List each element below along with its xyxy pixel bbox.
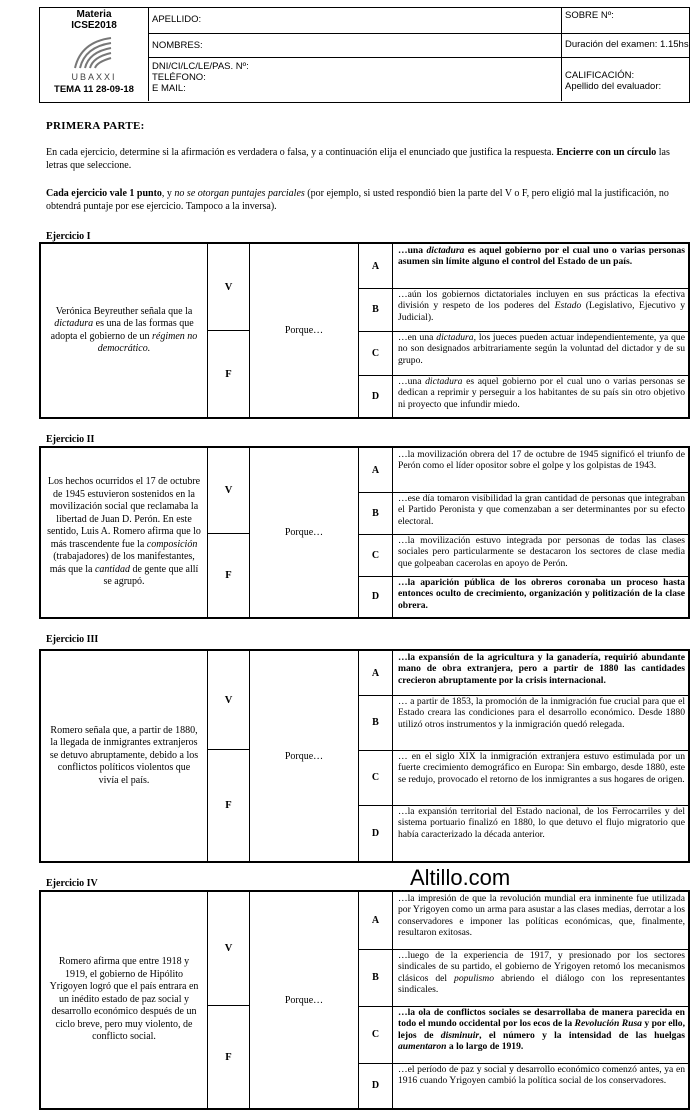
section-title: PRIMERA PARTE: xyxy=(46,120,145,132)
duracion-field xyxy=(561,34,689,58)
exercise-4-option-d-text: …el período de paz y social y desarrollo económico comenzó antes, ya en 1916 cuando Yrigoyen cambió la política social de los conservadores. xyxy=(398,1064,685,1087)
scoring-sep: , y xyxy=(161,188,175,199)
exercise-1-option-v[interactable]: V xyxy=(208,244,250,331)
scoring-text: (por ejemplo, si usted respondió bien la parte del V o F, pero eligió mal la justificación, no obtendrá puntaje por ese ejercicio. Tampoco a la inversa). xyxy=(46,188,669,212)
evaluador-label: Apellido del evaluador: xyxy=(565,81,662,92)
exercise-4-option-c-text: …la ola de conflictos sociales se desarrollaba de manera parecida en todo el mundo occidental por los ecos de la Revolución Rusa y por ello, lejos de disminuir, el número y la intensidad de las huelgas aumentaron a lo largo de 1919. xyxy=(398,1007,685,1052)
scoring-italic: no se otorgan puntajes parciales xyxy=(174,188,305,199)
materia-label: Materia xyxy=(76,9,112,20)
exercise-2-porque: Porque… xyxy=(250,448,359,617)
exercise-3-letter-d[interactable]: D xyxy=(359,805,393,861)
exercise-4-letter-b[interactable]: B xyxy=(359,949,393,1006)
exercise-4-letter-a[interactable]: A xyxy=(359,892,393,949)
telefono-label: TELÉFONO: xyxy=(152,72,206,83)
exercise-4-table xyxy=(39,890,690,1110)
calificacion-field[interactable] xyxy=(561,58,689,101)
exercise-3-table xyxy=(39,649,690,863)
sobre-field[interactable] xyxy=(561,8,689,34)
exercise-2-letter-a[interactable]: A xyxy=(359,448,393,492)
exercise-1-letter-c[interactable]: C xyxy=(359,331,393,375)
scoring-paragraph xyxy=(46,187,692,213)
exercise-2-option-b-text: …ese día tomaron visibilidad la gran cantidad de personas que integraban el Partido Peronista y que comenzaban a ser determinantes por su efecto electoral. xyxy=(398,493,685,527)
instructions-emphasis: Encierre con un círculo xyxy=(556,147,657,158)
exercise-3-letter-c[interactable]: C xyxy=(359,750,393,805)
exercise-3-option-d-text: …la expansión territorial del Estado nacional, de los Ferrocarriles y del sistema portuario finalizó en 1880, lo que detuvo el flujo migratorio que había caracterizado la década anterior. xyxy=(398,806,685,840)
exam-header xyxy=(39,7,690,103)
exercise-1-option-c-text: …en una dictadura, los jueces pueden actuar independientemente, ya que no son designados arbitrariamente según la voluntad del dictador y de su grupo. xyxy=(398,332,685,366)
exercise-1-label: Ejercicio I xyxy=(46,231,91,242)
exercise-1-letter-d[interactable]: D xyxy=(359,375,393,417)
exercise-2-label: Ejercicio II xyxy=(46,434,95,445)
exercise-2-option-f[interactable]: F xyxy=(208,534,250,617)
exercise-4-option-v[interactable]: V xyxy=(208,892,250,1006)
exercise-4-letter-c[interactable]: C xyxy=(359,1006,393,1063)
exercise-3-option-c-text: … en el siglo XIX la inmigración extranjera estuvo estimulada por un fuerte crecimiento demográfico en Europa: Sin embargo, desde 1880, este se redujo, provocado el retorno de los inmigrantes a sus hogares de origen. xyxy=(398,751,685,785)
exercise-3-statement: Romero señala que, a partir de 1880, la llegada de inmigrantes extranjeros se detuvo abruptamente, debido a los conflictos políticos violentos que vivía el país. xyxy=(41,651,208,861)
exercise-1-letter-a[interactable]: A xyxy=(359,244,393,288)
instructions-text-end: las letras que seleccione. xyxy=(46,147,670,171)
exercise-2-table xyxy=(39,446,690,619)
exercise-1-option-b-text: …aún los gobiernos dictatoriales incluyen en sus prácticas la efectiva división y respeto de los poderes del Estado (Legislativo, Ejecutivo y Judicial). xyxy=(398,289,686,323)
exercise-1-table xyxy=(39,242,690,419)
exercise-1-option-d-text: …una dictadura es aquel gobierno por el cual uno o varias personas se dedican a reprimir y perseguir a los habitantes de su país sin otro objetivo ni proyecto que infundir miedo. xyxy=(398,376,685,410)
exercise-2-option-c-text: …la movilización estuvo integrada por personas de todas las clases sociales pero particularmente se destacaron los sectores de clase media que golpeaban cacerolas en apoyo de Perón. xyxy=(398,535,685,569)
exam-info-fields xyxy=(561,8,689,101)
exercise-1-option-f[interactable]: F xyxy=(208,331,250,417)
exercise-4-option-a-text: …la impresión de que la revolución mundial era inminente fue utilizada por Yrigoyen como un arma para asustar a las clases medias, derrotar a los conservadores e imponer las políticas económicas, que, finalmente, resultaron exitosas. xyxy=(398,893,685,938)
contact-fields[interactable] xyxy=(148,58,561,101)
exercise-2-option-v[interactable]: V xyxy=(208,448,250,534)
nombres-field[interactable] xyxy=(148,34,561,58)
duracion-label: Duración del examen: 1.15hs xyxy=(565,39,689,50)
ubaxxi-logo-icon xyxy=(71,34,117,72)
exercise-4-statement: Romero afirma que entre 1918 y 1919, el gobierno de Hipólito Yrigoyen logró que el país entrara en un inédito estado de paz social y desarrollo económico después de un ciclo breve, pero muy violento, de conflicto social. xyxy=(41,892,208,1108)
sobre-label: SOBRE Nº: xyxy=(565,10,614,21)
student-fields xyxy=(148,8,562,101)
exercise-3-option-f[interactable]: F xyxy=(208,750,250,861)
exercise-2-option-d-text: …la aparición pública de los obreros coronaba un proceso hasta entonces oculto de crecimiento, organización y politización de la clase obrera. xyxy=(398,577,685,611)
exercise-1-porque: Porque… xyxy=(250,244,359,417)
exercise-3-letter-b[interactable]: B xyxy=(359,695,393,750)
exercise-2-option-a-text: …la movilización obrera del 17 de octubre de 1945 significó el triunfo de Perón como el líder opositor sobre el golpe y los golpistas de 1943. xyxy=(398,449,685,472)
exercise-2-letter-c[interactable]: C xyxy=(359,534,393,576)
watermark: Altillo.com xyxy=(410,865,511,890)
exercise-1-letter-b[interactable]: B xyxy=(359,288,393,331)
materia-code: ICSE2018 xyxy=(71,20,117,31)
scoring-emphasis: Cada ejercicio vale 1 punto xyxy=(46,188,162,199)
exercise-4-letter-d[interactable]: D xyxy=(359,1063,393,1108)
exercise-3-letter-a[interactable]: A xyxy=(359,651,393,695)
exercise-2-letter-d[interactable]: D xyxy=(359,576,393,617)
nombres-label: NOMBRES: xyxy=(152,40,203,51)
exercise-4-porque: Porque… xyxy=(250,892,359,1108)
instructions-paragraph xyxy=(46,146,692,172)
exercise-1-statement: Verónica Beyreuther señala que la dictadura es una de las formas que adopta el gobierno de un régimen no democrático. xyxy=(41,244,208,417)
dni-label: DNI/CI/LC/LE/PAS. Nº: xyxy=(152,61,249,72)
tema-label: TEMA 11 28-09-18 xyxy=(54,84,134,95)
exercise-3-option-b-text: … a partir de 1853, la promoción de la inmigración fue crucial para que el Estado creara las condiciones para el desarrollo económico. Desde 1880 utilizó otros instrumentos y la inmigración quedó relegada. xyxy=(398,696,685,730)
apellido-label: APELLIDO: xyxy=(152,14,202,25)
calificacion-label: CALIFICACIÓN: xyxy=(565,70,635,81)
exercise-4-option-b-text: …luego de la experiencia de 1917, y presionado por los sectores sindicales de su partido, el gobierno de Yrigoyen retomó los mecanismos clásicos del populismo abriendo el diálogo con los representantes sindicales. xyxy=(398,950,685,995)
exercise-3-option-v[interactable]: V xyxy=(208,651,250,750)
logo-text: UBAXXI xyxy=(71,72,117,82)
header-logo-cell xyxy=(40,8,149,101)
exercise-2-statement: Los hechos ocurridos el 17 de octubre de 1945 estuvieron sostenidos en la movilización social que reclamaba la libertad de Juan D. Perón. En este sentido, Luis A. Romero afirma que lo más trascendente fue la composición (trabajadores) de los manifestantes, más que la cantidad de gente que allí se agrupó. xyxy=(41,448,208,617)
instructions-text: En cada ejercicio, determine si la afirmación es verdadera o falsa, y a continuación elija el enunciado que justifica la respuesta. xyxy=(46,147,554,158)
exercise-3-porque: Porque… xyxy=(250,651,359,861)
email-label: E MAIL: xyxy=(152,83,186,94)
exercise-1-option-a-text: …una dictadura es aquel gobierno por el cual uno o varias personas asumen sin límite alguno el control del Estado de un país. xyxy=(398,245,685,268)
exercise-3-label: Ejercicio III xyxy=(46,634,99,645)
exercise-4-label: Ejercicio IV xyxy=(46,878,98,889)
exercise-4-option-f[interactable]: F xyxy=(208,1006,250,1108)
exercise-2-letter-b[interactable]: B xyxy=(359,492,393,534)
apellido-field[interactable] xyxy=(148,8,561,34)
exercise-3-option-a-text: …la expansión de la agricultura y la ganadería, requirió abundante mano de obra extranjera, pero a partir de 1880 las cantidades crecieron abruptamente por la crisis internacional. xyxy=(398,652,685,686)
